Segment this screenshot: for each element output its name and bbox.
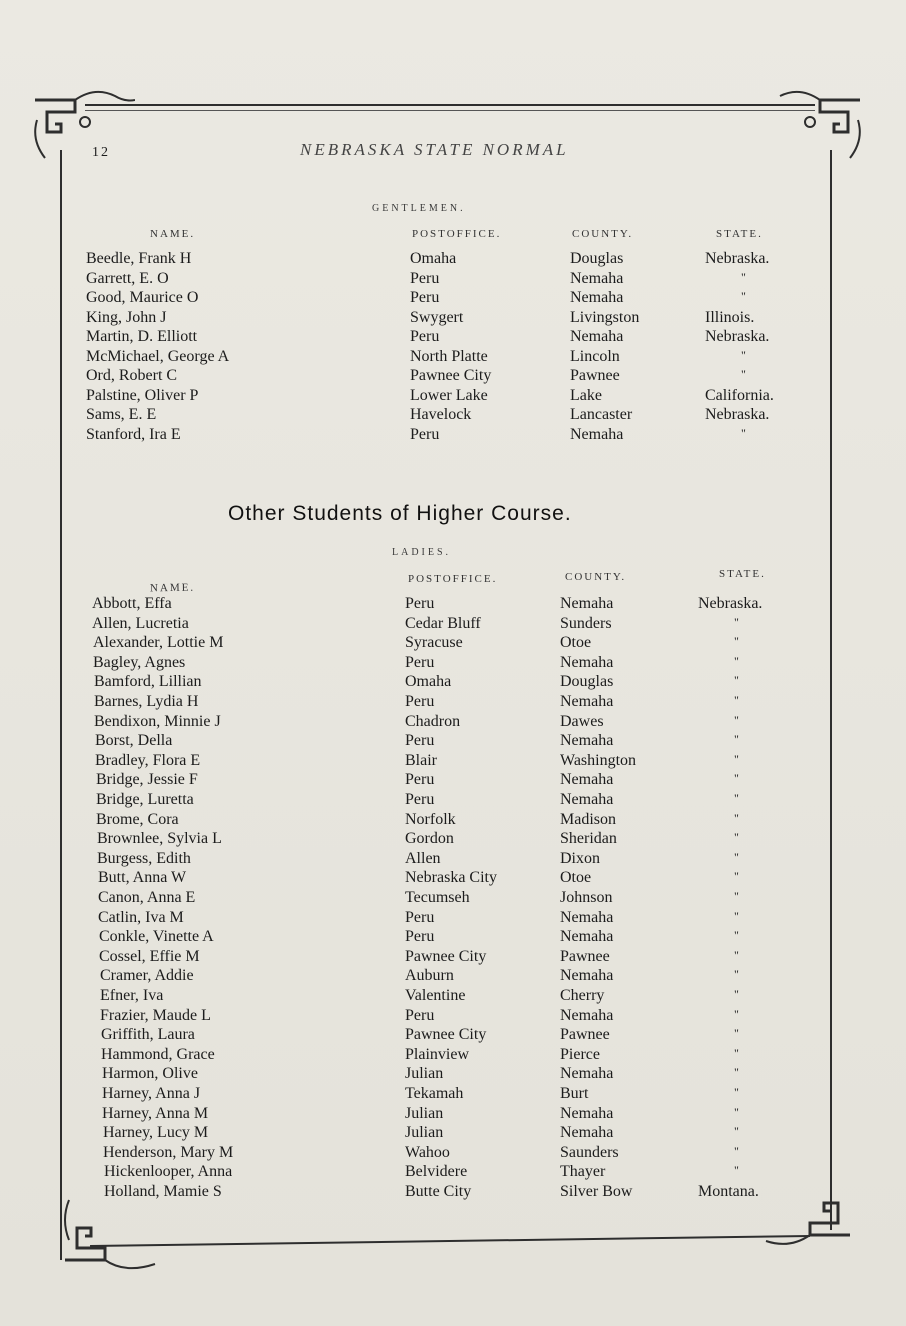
ladies-county: Sheridan [560,830,617,848]
gentlemen-state: Nebraska. [705,328,770,345]
ladies-row [0,771,906,791]
ladies-state: " [734,810,739,825]
ladies-name: Harney, Lucy M [103,1124,209,1142]
section-heading: Other Students of Higher Course. [228,502,572,525]
ladies-name: Harney, Anna J [102,1085,201,1102]
ladies-county: Johnson [560,889,613,906]
gentlemen-state: Illinois. [705,308,755,326]
ladies-row [0,811,906,831]
gentlemen-postoffice: Peru [410,289,440,306]
ladies-county: Otoe [560,634,592,652]
gentlemen-state: California. [705,386,774,404]
ladies-row [0,967,906,987]
ladies-state: " [734,908,739,923]
ladies-state: " [734,889,739,903]
ladies-row [0,791,906,811]
ladies-name: Harmon, Olive [102,1065,198,1083]
ladies-name: Barnes, Lydia H [94,693,199,710]
gentlemen-postoffice: Omaha [410,250,457,267]
ladies-name: Alexander, Lottie M [93,634,224,652]
gentlemen-postoffice: Havelock [410,406,472,423]
ladies-row [0,1124,906,1144]
ladies-name: Harney, Anna M [102,1104,209,1122]
ladies-county: Nemaha [560,771,614,789]
ladies-county: Nemaha [560,908,614,926]
gentlemen-name: Martin, D. Elliott [86,328,198,345]
gentlemen-name: Stanford, Ira E [86,425,181,443]
ladies-name: Bendixon, Minnie J [94,712,221,730]
ladies-state: " [734,614,739,629]
ladies-state: " [734,849,739,864]
gentlemen-state: " [741,425,746,440]
ladies-county: Thayer [560,1163,606,1181]
ladies-state: " [734,673,739,688]
ladies-name: Canon, Anna E [98,889,196,906]
ladies-county: Nemaha [560,595,614,612]
gentlemen-county: Lake [570,386,602,404]
ladies-row [0,634,906,654]
ladies-county: Nemaha [560,1006,614,1024]
ladies-row [0,595,906,615]
ladies-name: Conkle, Vinette A [99,928,214,946]
ladies-postoffice: Peru [405,908,435,926]
ladies-state: Montana. [698,1183,759,1200]
ladies-county: Silver Bow [560,1183,633,1200]
ladies-postoffice: Chadron [405,712,461,730]
ladies-state: " [734,1163,739,1178]
ladies-postoffice: Peru [405,653,435,671]
ladies-name: Brownlee, Sylvia L [97,830,222,848]
gentlemen-county: Nemaha [570,425,624,443]
ladies-name: Bagley, Agnes [93,653,186,671]
ladies-county: Douglas [560,673,614,691]
gentlemen-row [0,406,906,426]
gentlemen-postoffice: Pawnee City [410,367,492,384]
ladies-state: " [734,1104,739,1119]
gentlemen-name: Sams, E. E [86,406,157,423]
ladies-county: Nemaha [560,791,614,808]
ladies-state: " [734,967,739,982]
ladies-state: " [734,771,739,786]
ladies-state: " [734,693,739,707]
ladies-row [0,850,906,870]
ladies-name: Holland, Mamie S [104,1183,222,1200]
ladies-postoffice: Nebraska City [405,869,497,887]
ladies-postoffice: Allen [405,849,441,867]
ladies-row [0,1183,906,1203]
ladies-state: " [734,712,739,727]
ladies-name: Efner, Iva [100,987,164,1004]
ladies-name: Catlin, Iva M [98,908,184,926]
ladies-county: Nemaha [560,732,614,750]
ladies-county: Burt [560,1085,589,1102]
ladies-county: Nemaha [560,1104,614,1122]
ladies-county: Pierce [560,1045,600,1063]
ladies-state: " [734,634,739,649]
ladies-state: " [734,732,739,747]
gentlemen-county: Livingston [570,308,640,326]
ladies-county: Otoe [560,869,592,887]
ladies-row [0,1046,906,1066]
ladies-postoffice: Wahoo [405,1143,450,1161]
ladies-name: Cossel, Effie M [99,947,200,965]
ladies-county: Madison [560,810,616,828]
ladies-name: Bamford, Lillian [94,673,202,691]
gentlemen-row [0,387,906,407]
ladies-state: " [734,751,739,766]
ladies-county: Nemaha [560,653,614,671]
gentlemen-name: Palstine, Oliver P [86,386,199,404]
ladies-name: Bridge, Jessie F [96,771,198,789]
ladies-row [0,732,906,752]
ladies-postoffice: Peru [405,791,435,808]
ladies-county: Pawnee [560,947,610,965]
gentlemen-postoffice: Lower Lake [410,386,488,404]
ladies-county: Washington [560,751,637,769]
gentlemen-county: Lincoln [570,347,620,365]
gentlemen-state: Nebraska. [705,406,770,423]
ladies-name: Bradley, Flora E [95,751,201,769]
gentlemen-state: " [741,289,746,303]
ladies-row [0,673,906,693]
ladies-row [0,830,906,850]
ladies-row [0,1085,906,1105]
ladies-row [0,987,906,1007]
ladies-state: " [734,1045,739,1060]
gentlemen-row [0,348,906,368]
ladies-name: Allen, Lucretia [92,614,189,632]
ladies-row [0,1026,906,1046]
ladies-postoffice: Blair [405,751,437,769]
gentlemen-name: Good, Maurice O [86,289,199,306]
ladies-row [0,713,906,733]
ladies-name: Griffith, Laura [101,1026,195,1044]
ladies-name: Borst, Della [95,732,173,750]
gentlemen-row [0,328,906,348]
gentlemen-postoffice: Peru [410,269,440,287]
bottom-border-rule [90,1235,810,1247]
ladies-postoffice: Peru [405,595,435,612]
gentlemen-county: Nemaha [570,269,624,287]
ladies-postoffice: Peru [405,732,435,750]
top-border-rule-inner [85,110,815,111]
ladies-row [0,693,906,713]
ladies-postoffice: Peru [405,928,435,946]
ladies-name: Hickenlooper, Anna [104,1163,233,1181]
ladies-state: " [734,791,739,805]
ladies-county: Sunders [560,614,612,632]
ladies-postoffice: Julian [405,1124,444,1142]
ladies-postoffice: Peru [405,771,435,789]
ladies-postoffice: Julian [405,1065,444,1083]
ladies-postoffice: Peru [405,693,435,710]
gentlemen-county: Pawnee [570,367,620,384]
ladies-postoffice: Pawnee City [405,1026,487,1044]
gentlemen-row [0,270,906,290]
ladies-state: " [734,830,739,845]
ladies-postoffice: Auburn [405,967,454,985]
gentlemen-col-state: STATE. [716,228,763,240]
gentlemen-row [0,426,906,446]
gentlemen-name: Beedle, Frank H [86,250,192,267]
gentlemen-state: " [741,347,746,362]
ladies-postoffice: Syracuse [405,634,463,652]
ladies-row [0,869,906,889]
gentlemen-postoffice: North Platte [410,347,488,365]
ladies-county: Nemaha [560,1124,614,1142]
ladies-name: Burgess, Edith [97,849,191,867]
top-border-rule [85,104,815,106]
ladies-postoffice: Pawnee City [405,947,487,965]
ladies-row [0,1105,906,1125]
gentlemen-row [0,367,906,387]
ladies-col-state: STATE. [719,568,766,580]
ladies-row [0,615,906,635]
gentlemen-county: Nemaha [570,289,624,306]
gentlemen-section-title: GENTLEMEN. [372,203,466,214]
gentlemen-col-name: NAME. [150,228,196,240]
ladies-postoffice: Julian [405,1104,444,1122]
ladies-col-county: COUNTY. [565,571,627,583]
ladies-state: " [734,869,739,884]
ladies-col-postoffice: POSTOFFICE. [408,573,498,585]
ladies-postoffice: Tekamah [405,1085,464,1102]
ladies-postoffice: Gordon [405,830,454,848]
ladies-row [0,1007,906,1027]
gentlemen-postoffice: Swygert [410,308,464,326]
ladies-county: Nemaha [560,693,614,710]
bottom-left-ornament [55,1190,165,1280]
ladies-row [0,1163,906,1183]
ladies-county: Dawes [560,712,604,730]
ladies-name: Cramer, Addie [100,967,194,985]
ladies-name: Henderson, Mary M [103,1143,234,1161]
ladies-county: Dixon [560,849,600,867]
gentlemen-name: Ord, Robert C [86,367,178,384]
gentlemen-name: King, John J [86,308,167,326]
ladies-county: Pawnee [560,1026,610,1044]
ladies-row [0,1065,906,1085]
gentlemen-state: Nebraska. [705,250,770,267]
ladies-postoffice: Belvidere [405,1163,468,1181]
ladies-state: " [734,1085,739,1099]
gentlemen-county: Nemaha [570,328,624,345]
ladies-postoffice: Butte City [405,1183,472,1200]
ladies-row [0,909,906,929]
ladies-county: Saunders [560,1143,619,1161]
ladies-county: Nemaha [560,967,614,985]
gentlemen-state: " [741,367,746,381]
ladies-state: " [734,1006,739,1021]
gentlemen-state: " [741,269,746,284]
ladies-state: " [734,1026,739,1041]
gentlemen-postoffice: Peru [410,328,440,345]
gentlemen-name: McMichael, George A [86,347,230,365]
ladies-postoffice: Norfolk [405,810,456,828]
top-left-ornament [25,80,135,170]
gentlemen-col-postoffice: POSTOFFICE. [412,228,502,240]
gentlemen-postoffice: Peru [410,425,440,443]
ladies-row [0,752,906,772]
ladies-name: Hammond, Grace [101,1045,215,1063]
ladies-state: " [734,1124,739,1139]
gentlemen-row [0,250,906,270]
gentlemen-county: Douglas [570,250,624,267]
running-title: NEBRASKA STATE NORMAL [300,140,569,159]
ladies-state: " [734,987,739,1001]
gentlemen-name: Garrett, E. O [86,269,169,287]
ladies-section-title: LADIES. [392,547,452,558]
ladies-col-name: NAME. [149,581,196,595]
ladies-postoffice: Plainview [405,1045,469,1063]
ladies-name: Frazier, Maude L [100,1006,211,1024]
ladies-name: Brome, Cora [96,810,179,828]
ladies-state: " [734,928,739,943]
ladies-county: Nemaha [560,1065,614,1083]
ladies-county: Cherry [560,987,605,1004]
ladies-postoffice: Valentine [405,987,466,1004]
ladies-state: " [734,653,739,668]
ladies-state: Nebraska. [698,595,763,612]
ladies-postoffice: Omaha [405,673,452,691]
ladies-state: " [734,1065,739,1080]
ladies-name: Butt, Anna W [98,869,187,887]
ladies-row [0,928,906,948]
ladies-row [0,1144,906,1164]
ladies-postoffice: Peru [405,1006,435,1024]
ladies-postoffice: Cedar Bluff [405,614,481,632]
ladies-name: Bridge, Luretta [96,791,194,808]
ladies-row [0,889,906,909]
ladies-name: Abbott, Effa [92,595,172,612]
ladies-row [0,654,906,674]
ladies-state: " [734,1143,739,1158]
ladies-postoffice: Tecumseh [405,889,470,906]
ladies-state: " [734,947,739,962]
ladies-row [0,948,906,968]
gentlemen-county: Lancaster [570,406,633,423]
page-number: 12 [92,145,110,160]
gentlemen-row [0,289,906,309]
gentlemen-row [0,309,906,329]
top-right-ornament [770,80,870,170]
gentlemen-col-county: COUNTY. [572,228,634,240]
ladies-county: Nemaha [560,928,614,946]
